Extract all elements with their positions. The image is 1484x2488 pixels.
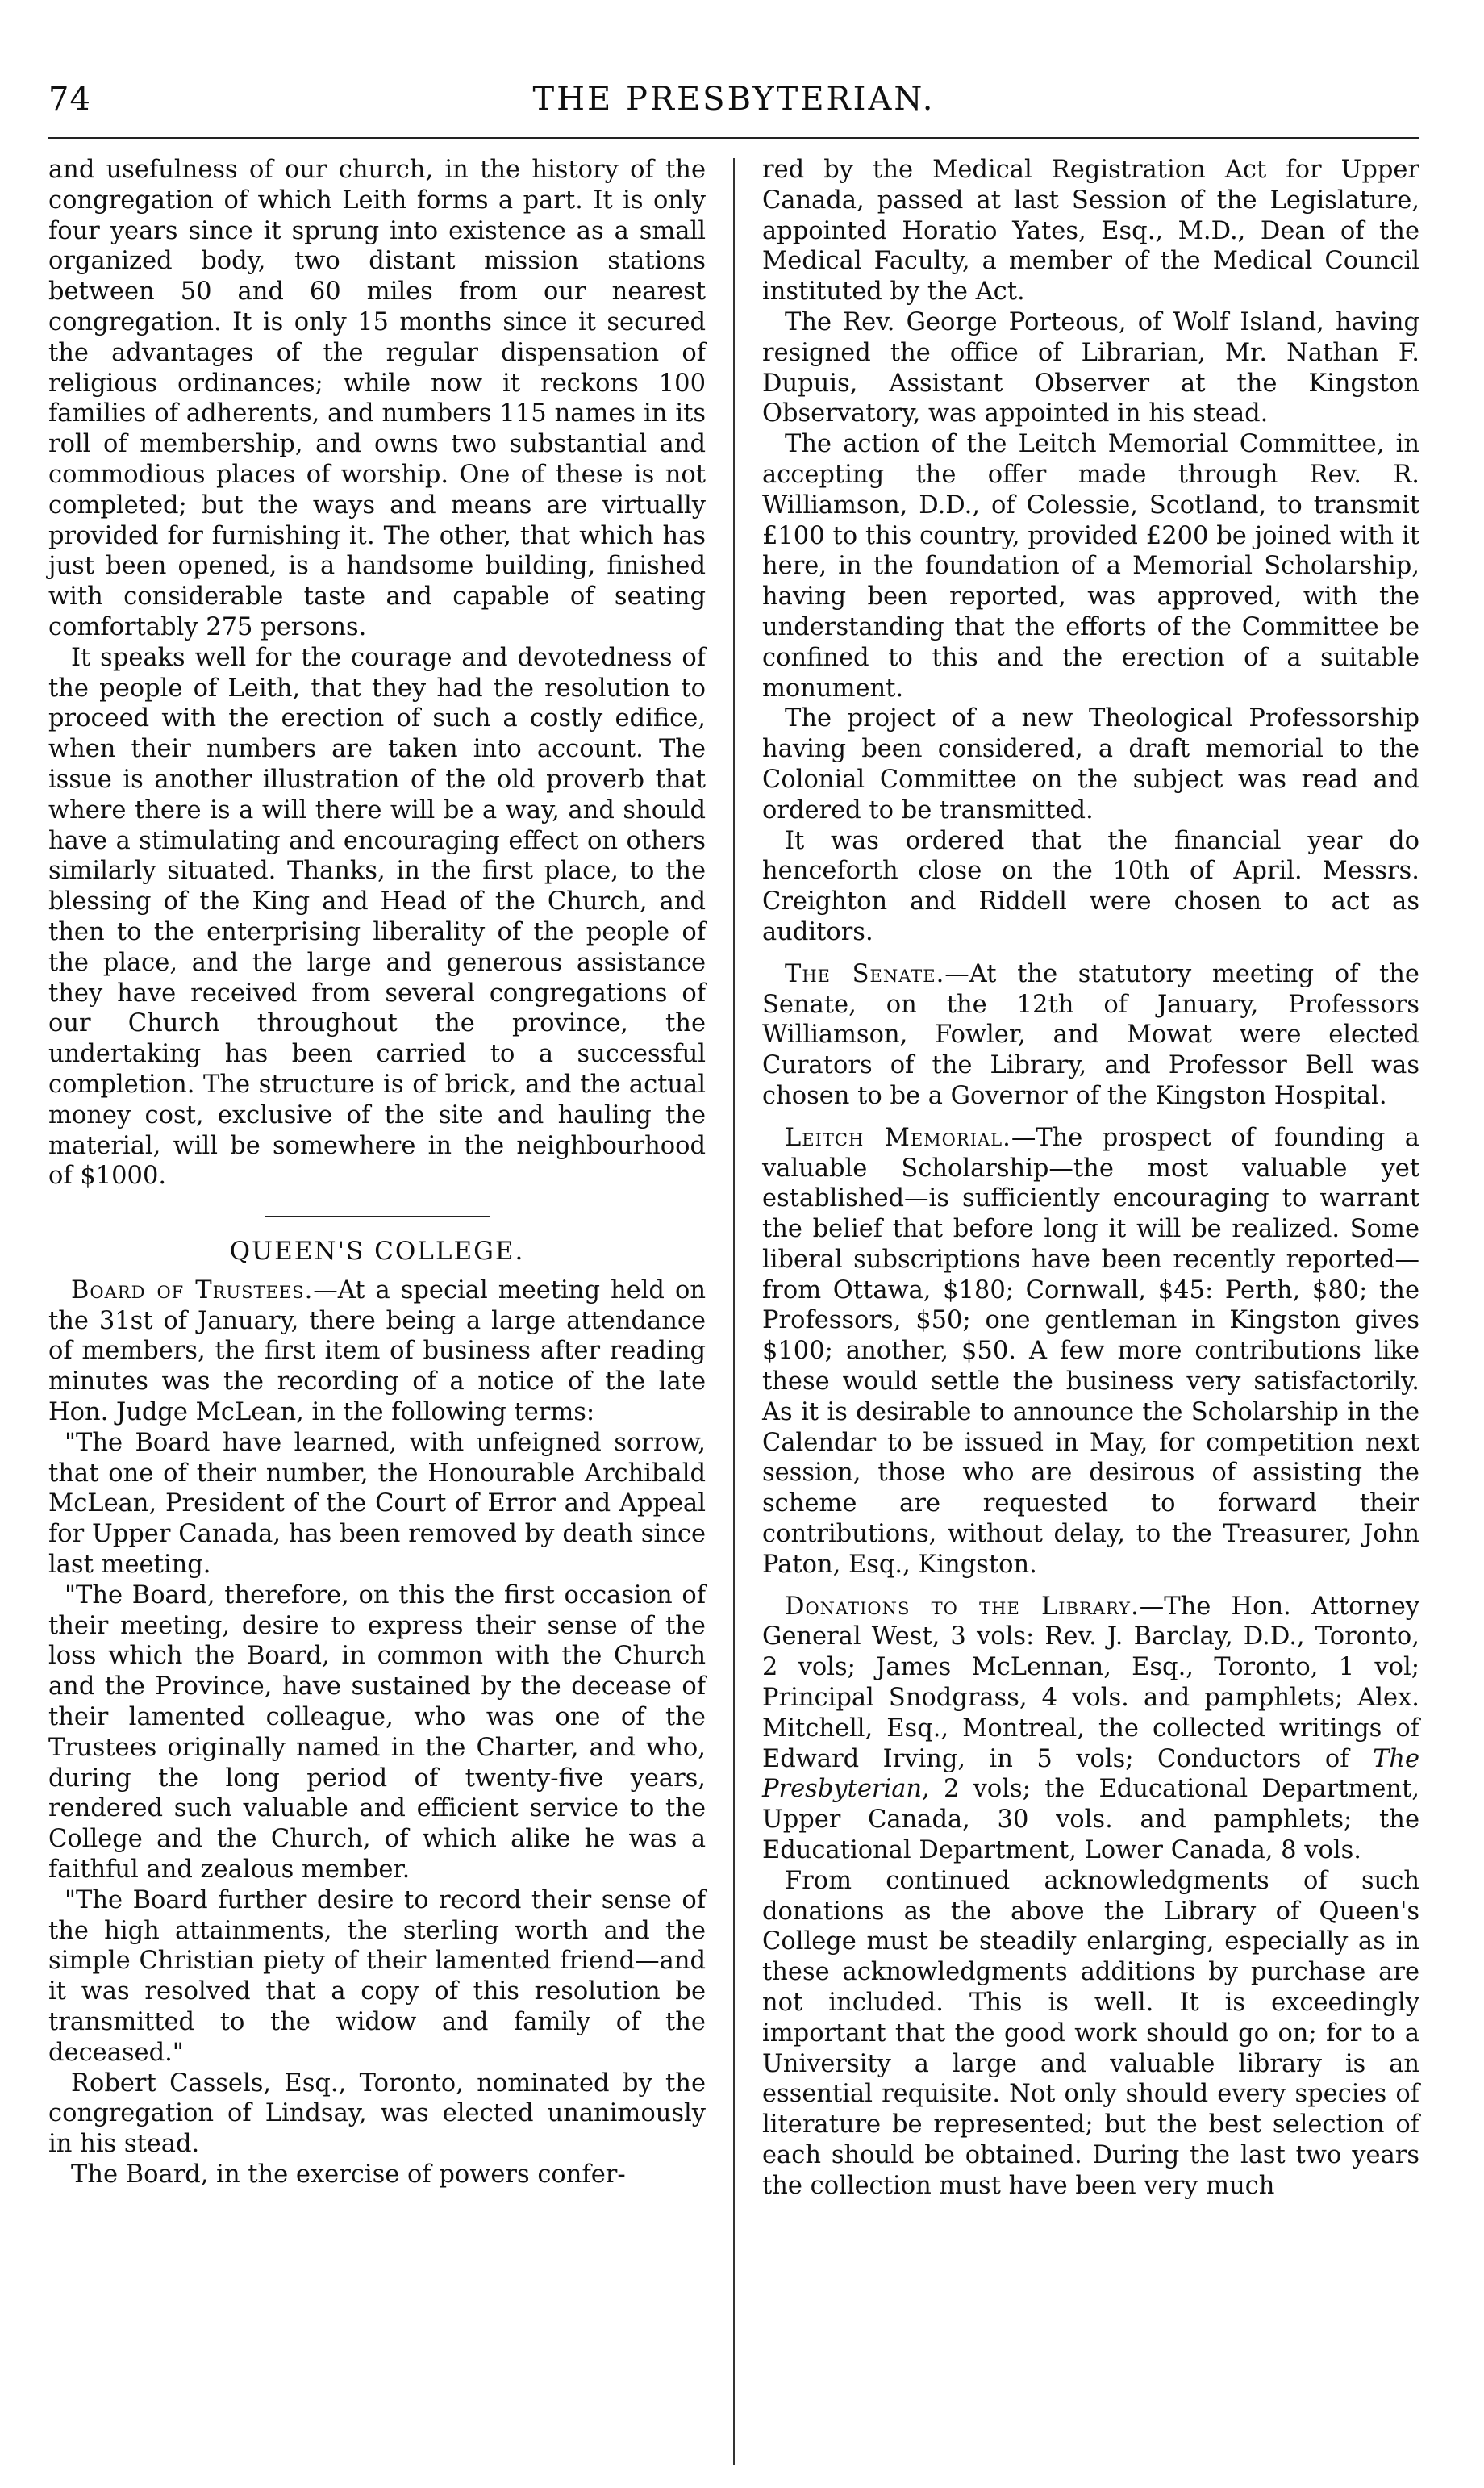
- paragraph: The action of the Leitch Memorial Committee, in accepting the offer made through Rev. R. Williamson, D.D., of Colessie, Scotland, to transmit £100 to this country, provided £200 be joined with it here, in the foundation of a Memorial Scholarship, having been reported, was approved, with the understanding that the efforts of the Committee be confined to this and the erection of a suitable monument.: [762, 430, 1419, 703]
- paragraph: [762, 959, 1419, 1112]
- periodical-title: The Presbyterian: [762, 1744, 1419, 1804]
- paragraph: Robert Cassels, Esq., Toronto, nominated by the congregation of Lindsay, was elected unanimously in his stead.: [48, 2068, 706, 2159]
- page-header: [48, 81, 1419, 139]
- paragraph-body: , 2 vols; the Educational Department, Upper Canada, 30 vols. and pamphlets; the Educational Department, Lower Canada, 8 vols.: [762, 1775, 1419, 1865]
- paragraph: and usefulness of our church, in the history of the congregation of which Leith forms a part. It is only four years since it sprung into existence as a small organized body, two distant mission stations between 50 and 60 miles from our nearest congregation. It is only 15 months since it secured the advantages of the regular dispensation of religious ordinances; while now it reckons 100 families of adherents, and numbers 115 names in its roll of membership, and owns two substantial and commodious places of worship. One of these is not completed; but the ways and means are virtually provided for furnishing it. The other, that which has just been opened, is a handsome building, finished with considerable taste and capable of seating comfortably 275 persons.: [48, 156, 706, 641]
- paragraph-body: —At a special meeting held on the 31st of January, there being a large attendance of members, the first item of business after reading minutes was the recording of a notice of the late Hon. Judge McLean, in the following terms:: [48, 1275, 706, 1427]
- left-column: [48, 155, 706, 2190]
- document-page: [48, 81, 1419, 2469]
- quote-paragraph: "The Board, therefore, on this the first occasion of their meeting, desire to express their sense of the loss which the Board, in common with the Church and the Province, have sustained by the decease of their lamented colleague, who was one of the Trustees originally named in the Charter, and who, during the long period of twenty-five years, rendered such valuable and efficient service to the College and the Church, of which alike he was a faithful and zealous member.: [48, 1580, 706, 1885]
- section-divider: [265, 1216, 490, 1217]
- paragraph: The project of a new Theological Professorship having been considered, a draft memorial to the Colonial Committee on the subject was read and ordered to be transmitted.: [762, 704, 1419, 824]
- paragraph: The Board, in the exercise of powers confer-: [71, 2160, 626, 2189]
- section-title: QUEEN'S COLLEGE.: [229, 1237, 525, 1267]
- paragraph-lead: Board of Trustees.: [71, 1275, 314, 1305]
- right-column: [762, 155, 1419, 2202]
- paragraph: It speaks well for the courage and devotedness of the people of Leith, that they had the resolution to proceed with the erection of such a costly edifice, when their numbers are taken into account. The issue is another illustration of the old proverb that where there is a will there will be a way, and should have a stimulating and encouraging effect on others similarly situated. Thanks, in the first place, to the blessing of the King and Head of the Church, and then to the enterprising liberality of the people of the place, and the large and generous assistance they have received from several congregations of our Church throughout the province, the undertaking has been carried to a successful completion. The structure is of brick, and the actual money cost, exclusive of the site and hauling the material, will be somewhere in the neighbourhood of $1000.: [48, 643, 706, 1191]
- paragraph: It was ordered that the financial year do henceforth close on the 10th of April. Messrs. Creighton and Riddell were chosen to act as auditors.: [762, 826, 1419, 946]
- paragraph-lead: The Senate.: [785, 959, 945, 988]
- paragraph-body: —The Hon. Attorney General West, 3 vols: Rev. J. Barclay, D.D., Toronto, 2 vols; James McLennan, Esq., Toronto, 1 vol; Principal Snodgrass, 4 vols. and pamphlets; Alex. Mitchell, Esq., Montreal, the collected writings of Edward Irving, in 5 vols; Conductors of: [762, 1592, 1419, 1773]
- paragraph: red by the Medical Registration Act for Upper Canada, passed at last Session of the Legislature, appointed Horatio Yates, Esq., M.D., Dean of the Medical Faculty, a member of the Medical Council instituted by the Act.: [762, 156, 1419, 307]
- paragraph-lead: Leitch Memorial.: [785, 1123, 1011, 1152]
- paragraph: The Rev. George Porteous, of Wolf Island, having resigned the office of Librarian, Mr. Nathan F. Dupuis, Assistant Observer at the Kingston Observatory, was appointed in his stead.: [762, 307, 1419, 428]
- page-number: 74: [48, 81, 91, 118]
- paragraph: [48, 1275, 706, 1428]
- quote-paragraph: "The Board have learned, with unfeigned sorrow, that one of their number, the Honourable Archibald McLean, President of the Court of Error and Appeal for Upper Canada, has been removed by death since last meeting.: [48, 1428, 706, 1580]
- paragraph: From continued acknowledgments of such donations as the above the Library of Queen's College must be steadily enlarging, especially as in these acknowledgments additions by purchase are not included. This is well. It is exceedingly important that the good work should go on; for to a University a large and valuable library is an essential requisite. Not only should every species of literature be represented; but the best selection of each should be obtained. During the last two years the collection must have been very much: [762, 1866, 1419, 2200]
- paragraph: [762, 1592, 1419, 1866]
- column-rule: [733, 158, 735, 2465]
- running-title: THE PRESBYTERIAN.: [532, 81, 936, 118]
- quote-paragraph: "The Board further desire to record their sense of the high attainments, the sterling worth and the simple Christian piety of their lamented friend—and it was resolved that a copy of this resolution be transmitted to the widow and family of the deceased.": [48, 1885, 706, 2067]
- paragraph: [762, 1123, 1419, 1580]
- paragraph-lead: Donations to the Library.: [785, 1592, 1140, 1621]
- paragraph-body: —At the statutory meeting of the Senate, on the 12th of January, Professors Williamson, Fowler, and Mowat were elected Curators of the Library, and Professor Bell was chosen to be a Governor of the Kingston Hospital.: [762, 959, 1419, 1110]
- paragraph-body: —The prospect of founding a valuable Scholarship—the most valuable yet established—is sufficiently encouraging to warrant the belief that before long it will be realized. Some liberal subscriptions have been recently reported—from Ottawa, $180; Cornwall, $45: Perth, $80; the Professors, $50; one gentleman in Kingston gives $100; another, $50. A few more contributions like these would settle the business very satisfactorily. As it is desirable to announce the Scholarship in the Calendar to be issued in May, for competition next session, those who are desirous of assisting the scheme are requested to forward their contributions, without delay, to the Treasurer, John Paton, Esq., Kingston.: [762, 1123, 1419, 1579]
- quoted-resolution: [48, 1428, 706, 2068]
- text-columns: [48, 155, 1419, 2465]
